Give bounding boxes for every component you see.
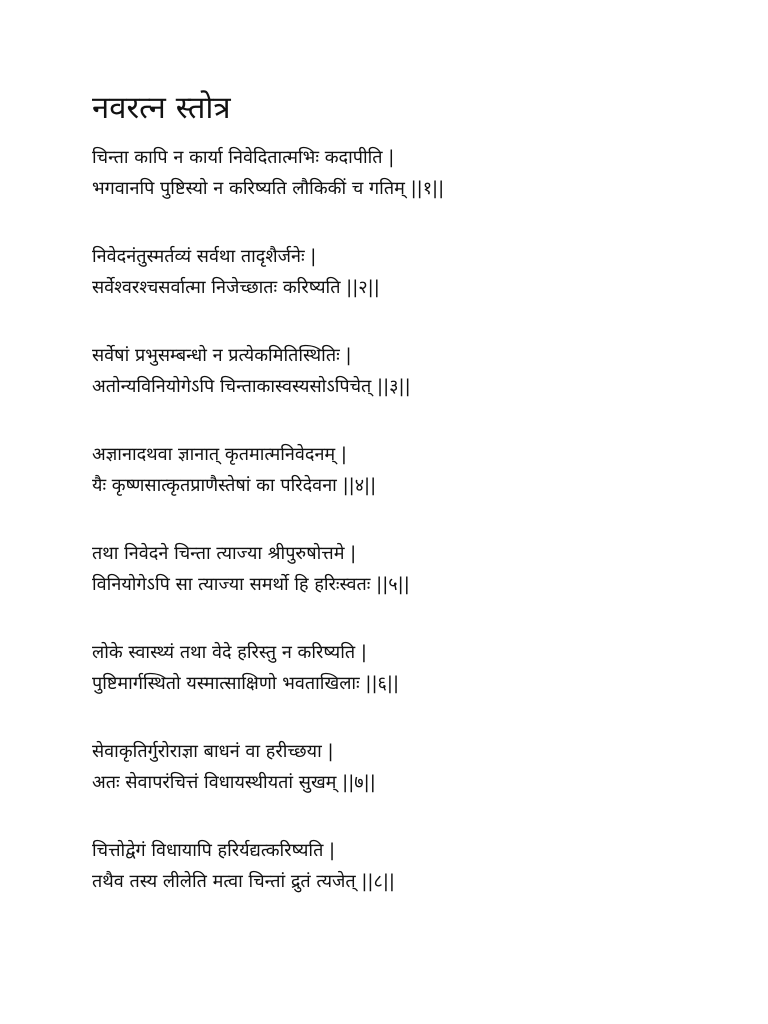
verse-line: लोके स्वास्थ्यं तथा वेदे हरिस्तु न करिष्यति |: [92, 642, 367, 663]
verse-line: यैः कृष्णसात्कृतप्राणैस्तेषां का परिदेवना ||४||: [92, 475, 377, 496]
verse-7: [92, 736, 708, 798]
verse-line: निवेदनंतुस्मर्तव्यं सर्वथा तादृशैर्जनेः |: [92, 246, 317, 267]
verse-line: पुष्टिमार्गस्थितो यस्मात्साक्षिणो भवताखिलाः ||६||: [92, 673, 400, 694]
verse-4: [92, 439, 708, 501]
verse-6: [92, 637, 708, 699]
verse-line: चित्तोद्वेगं विधायापि हरिर्यद्यत्करिष्यति |: [92, 840, 336, 861]
verse-1: [92, 142, 708, 204]
verse-8: [92, 835, 708, 897]
verse-line: विनियोगेऽपि सा त्याज्या समर्थो हि हरिःस्वतः ||५||: [92, 574, 410, 595]
verse-line: सेवाकृतिर्गुरोराज्ञा बाधनं वा हरीच्छया |: [92, 741, 334, 762]
verse-line: सर्वेषां प्रभुसम्बन्धो न प्रत्येकमितिस्थितिः |: [92, 345, 352, 366]
page-title: नवरत्न स्तोत्र: [92, 90, 231, 126]
verse-line: अज्ञानादथवा ज्ञानात् कृतमात्मनिवेदनम् |: [92, 444, 347, 465]
verse-line: सर्वेश्वरश्चसर्वात्मा निजेच्छातः करिष्यति ||२||: [92, 277, 380, 298]
verse-line: भगवानपि पुष्टिस्यो न करिष्यति लौकिकीं च गतिम् ||१||: [92, 178, 445, 199]
verse-line: चिन्ता कापि न कार्या निवेदितात्मभिः कदापीति |: [92, 147, 395, 168]
verse-line: तथैव तस्य लीलेति मत्वा चिन्तां द्रुतं त्यजेत् ||८||: [92, 871, 395, 892]
verse-2: [92, 241, 708, 303]
verse-line: तथा निवेदने चिन्ता त्याज्या श्रीपुरुषोत्तमे |: [92, 543, 357, 564]
verse-line: अतः सेवापरंचित्तं विधायस्थीयतां सुखम् ||७||: [92, 772, 376, 793]
verse-3: [92, 340, 708, 402]
verse-line: अतोन्यविनियोगेऽपि चिन्ताकास्वस्यसोऽपिचेत् ||३||: [92, 376, 411, 397]
verse-5: [92, 538, 708, 600]
